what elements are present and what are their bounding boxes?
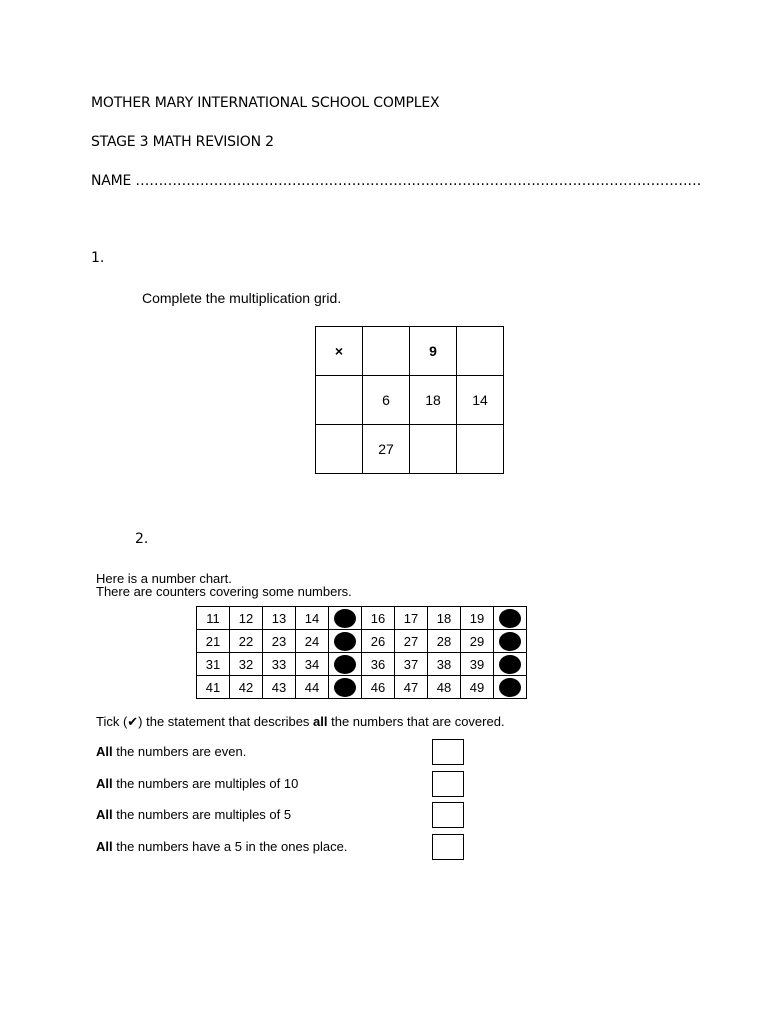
chart-cell: 12	[230, 607, 263, 630]
tick-box-2[interactable]	[432, 771, 464, 797]
grid-cell[interactable]	[457, 327, 504, 376]
grid-cell[interactable]	[316, 425, 363, 474]
instruction-text: Tick (✔) the statement that describes	[96, 714, 314, 729]
question-1-number: 1.	[91, 250, 105, 266]
chart-cell: 49	[461, 676, 494, 699]
school-name: MOTHER MARY INTERNATIONAL SCHOOL COMPLEX	[91, 95, 440, 111]
chart-cell: 24	[296, 630, 329, 653]
grid-cell: 14	[457, 376, 504, 425]
chart-cell: 41	[197, 676, 230, 699]
counter-icon	[499, 609, 521, 628]
grid-cell: 27	[363, 425, 410, 474]
counter-icon	[334, 609, 356, 628]
question-2-intro-line-1: Here is a number chart.	[96, 571, 232, 586]
chart-cell: 13	[263, 607, 296, 630]
counter-cell	[494, 630, 527, 653]
chart-cell: 29	[461, 630, 494, 653]
question-2-intro-line-2: There are counters covering some numbers.	[96, 584, 352, 599]
chart-cell: 17	[395, 607, 428, 630]
chart-cell: 44	[296, 676, 329, 699]
chart-cell: 48	[428, 676, 461, 699]
statement-2	[96, 776, 298, 791]
instruction-text: the numbers that are covered.	[327, 714, 505, 729]
grid-cell: 9	[410, 327, 457, 376]
chart-cell: 43	[263, 676, 296, 699]
counter-cell	[494, 676, 527, 699]
counter-icon	[334, 678, 356, 697]
counter-icon	[334, 632, 356, 651]
question-2-number: 2.	[135, 531, 149, 547]
statement-emphasis: All	[96, 776, 113, 791]
grid-cell[interactable]	[457, 425, 504, 474]
chart-cell: 47	[395, 676, 428, 699]
chart-cell: 42	[230, 676, 263, 699]
chart-cell: 11	[197, 607, 230, 630]
chart-cell: 27	[395, 630, 428, 653]
counter-cell	[494, 653, 527, 676]
chart-row	[197, 653, 527, 676]
chart-cell: 26	[362, 630, 395, 653]
chart-cell: 23	[263, 630, 296, 653]
counter-icon	[334, 655, 356, 674]
statement-emphasis: All	[96, 807, 113, 822]
name-line: NAME ……………………………………………………………………………………………………………	[91, 173, 702, 189]
chart-row	[197, 630, 527, 653]
grid-cell: 18	[410, 376, 457, 425]
question-2-instruction	[96, 714, 505, 730]
counter-cell	[329, 607, 362, 630]
chart-cell: 33	[263, 653, 296, 676]
chart-cell: 32	[230, 653, 263, 676]
question-1-instruction: Complete the multiplication grid.	[142, 290, 342, 306]
grid-cell[interactable]	[363, 327, 410, 376]
counter-cell	[329, 653, 362, 676]
tick-box-3[interactable]	[432, 802, 464, 828]
statement-3	[96, 807, 291, 822]
chart-cell: 14	[296, 607, 329, 630]
statement-text: the numbers have a 5 in the ones place.	[112, 839, 348, 854]
counter-icon	[499, 678, 521, 697]
statement-text: the numbers are multiples of 5	[112, 807, 292, 822]
chart-cell: 22	[230, 630, 263, 653]
counter-cell	[329, 630, 362, 653]
grid-cell[interactable]	[316, 376, 363, 425]
chart-cell: 36	[362, 653, 395, 676]
chart-cell: 28	[428, 630, 461, 653]
tick-box-4[interactable]	[432, 834, 464, 860]
number-chart	[196, 606, 527, 699]
grid-row	[316, 425, 504, 474]
chart-cell: 31	[197, 653, 230, 676]
statement-text: the numbers are multiples of 10	[112, 776, 299, 791]
grid-row	[316, 376, 504, 425]
grid-cell: ×	[316, 327, 363, 376]
statement-emphasis: All	[96, 744, 113, 759]
grid-cell: 6	[363, 376, 410, 425]
chart-cell: 19	[461, 607, 494, 630]
chart-cell: 46	[362, 676, 395, 699]
statement-text: the numbers are even.	[112, 744, 247, 759]
instruction-emphasis: all	[313, 714, 328, 729]
chart-cell: 38	[428, 653, 461, 676]
multiplication-grid	[315, 326, 504, 474]
chart-cell: 16	[362, 607, 395, 630]
statement-4	[96, 839, 348, 854]
chart-row	[197, 607, 527, 630]
counter-cell	[494, 607, 527, 630]
chart-cell: 37	[395, 653, 428, 676]
statement-1	[96, 744, 246, 759]
chart-cell: 39	[461, 653, 494, 676]
worksheet-title: STAGE 3 MATH REVISION 2	[91, 134, 274, 150]
counter-cell	[329, 676, 362, 699]
grid-cell[interactable]	[410, 425, 457, 474]
counter-icon	[499, 655, 521, 674]
grid-row	[316, 327, 504, 376]
tick-box-1[interactable]	[432, 739, 464, 765]
statement-emphasis: All	[96, 839, 113, 854]
chart-cell: 18	[428, 607, 461, 630]
chart-cell: 34	[296, 653, 329, 676]
counter-icon	[499, 632, 521, 651]
chart-row	[197, 676, 527, 699]
chart-cell: 21	[197, 630, 230, 653]
